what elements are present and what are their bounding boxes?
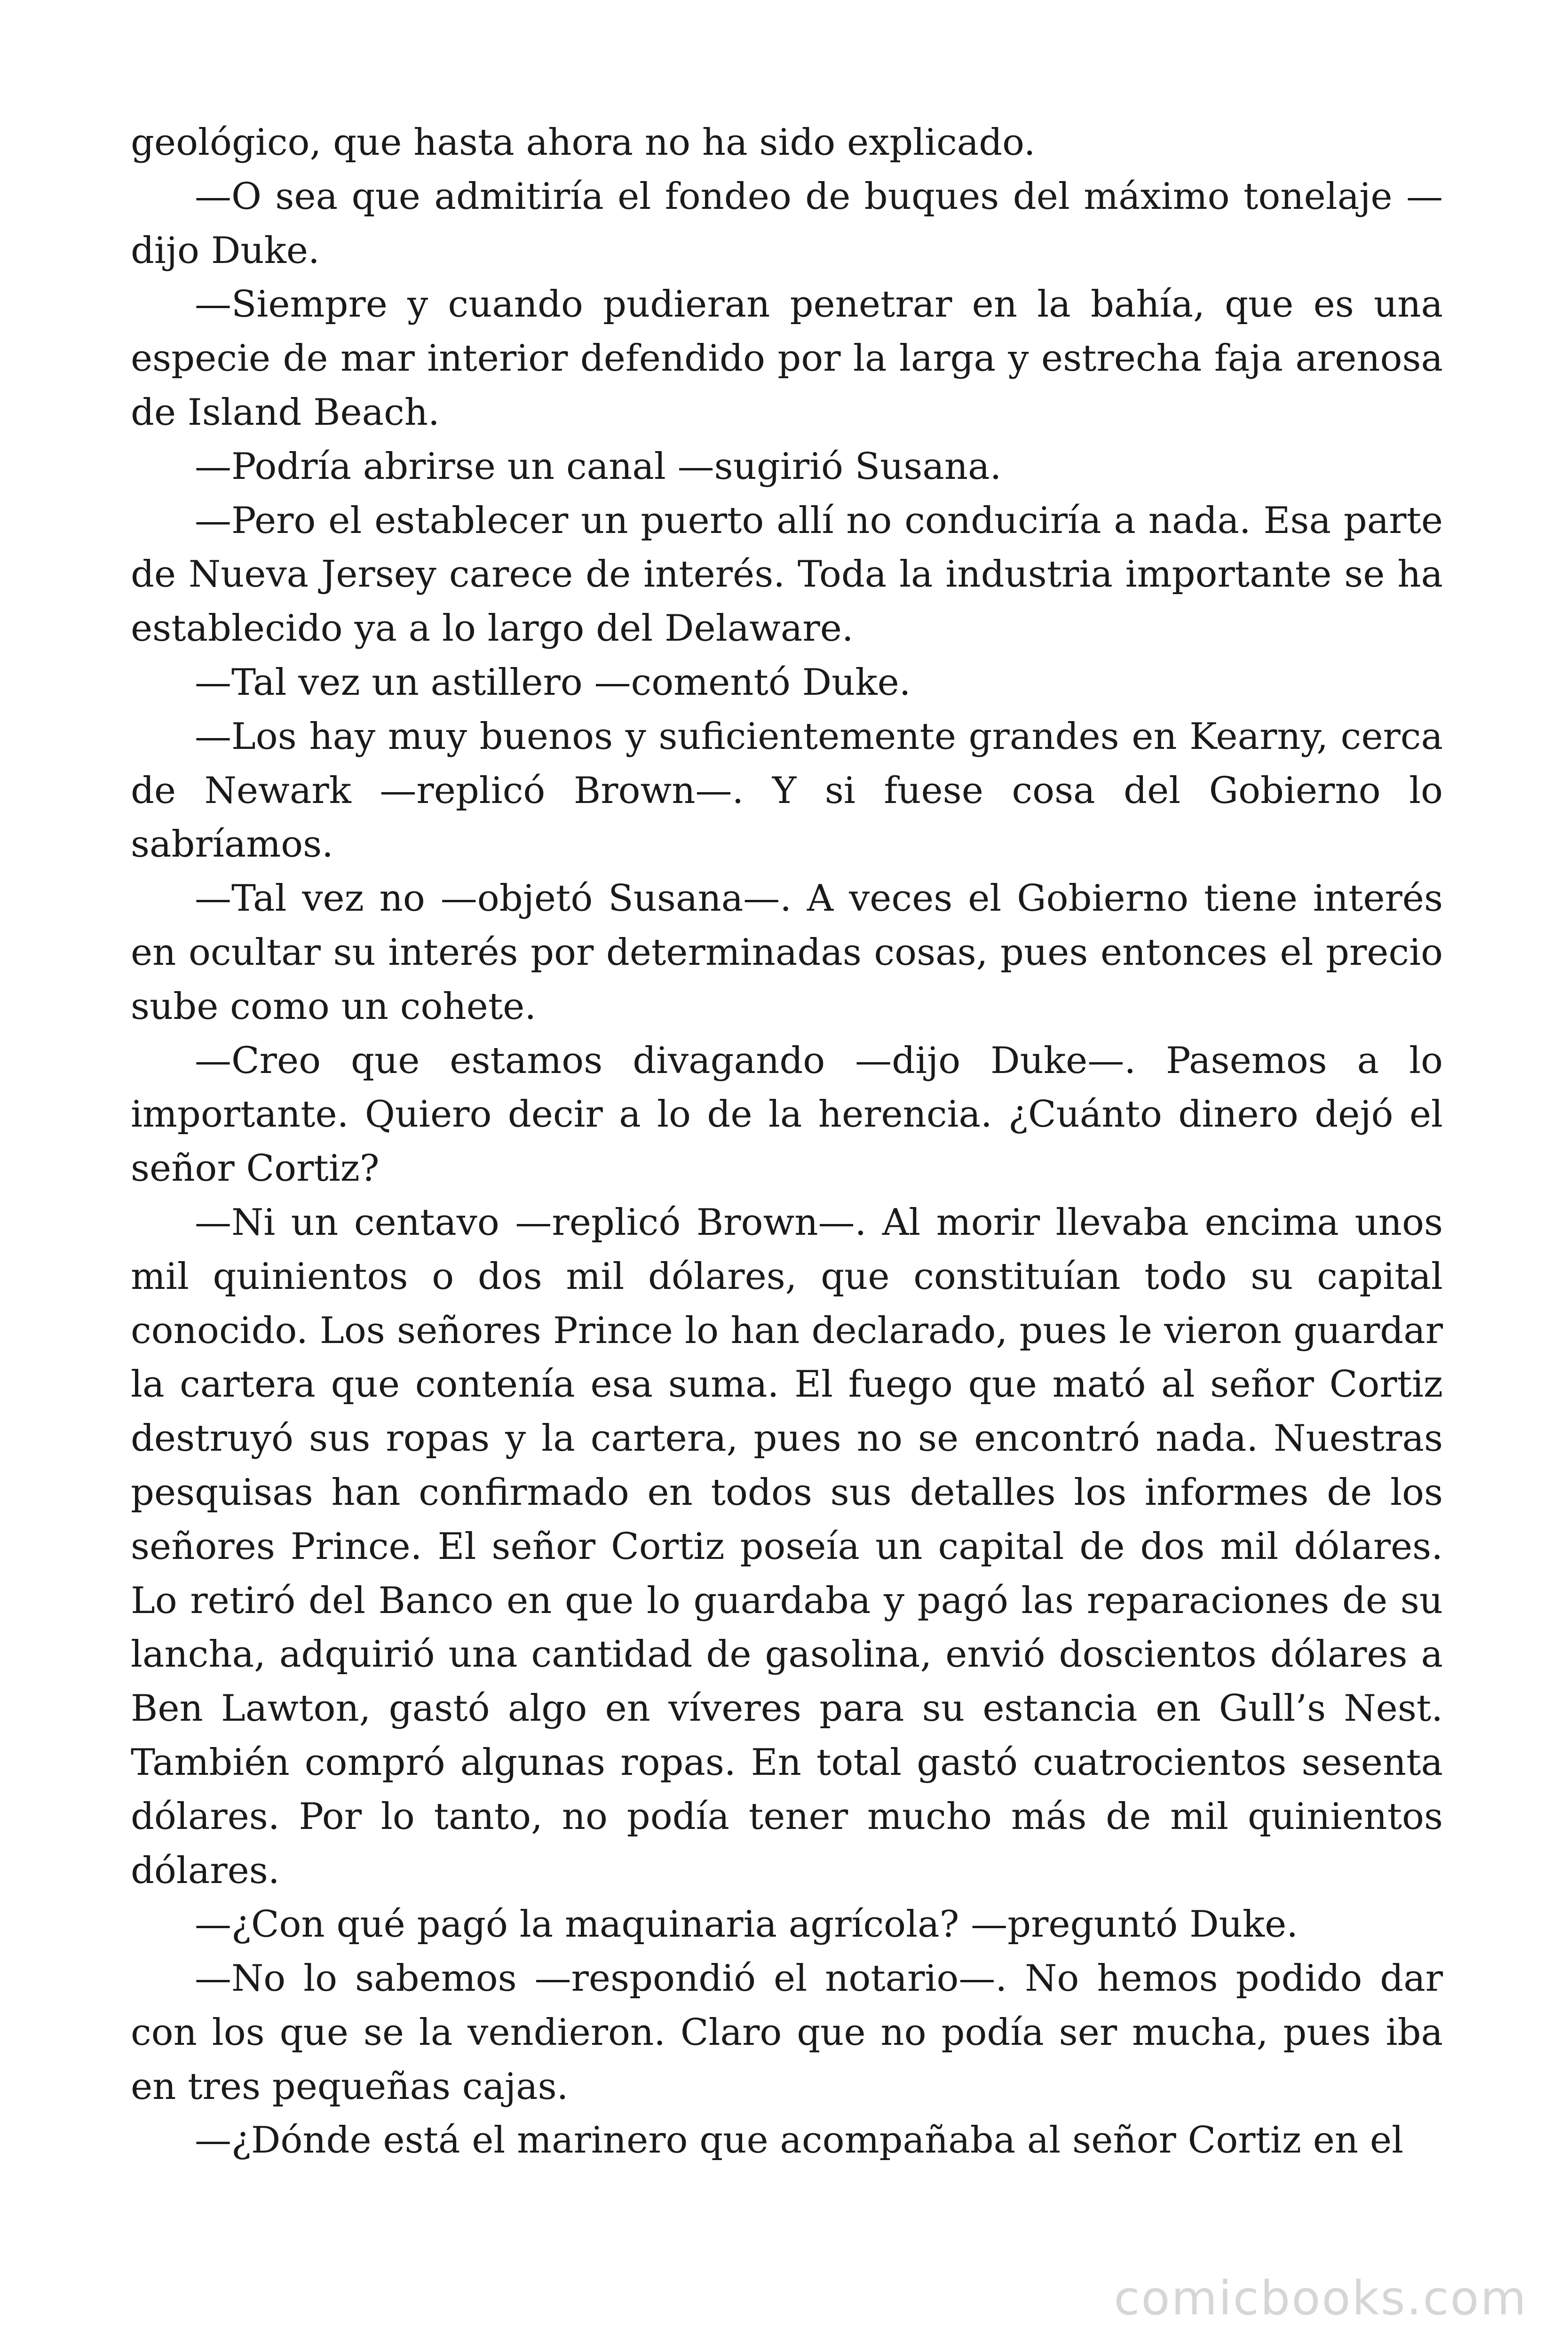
paragraph-5: —Pero el establecer un puerto allí no conduciría a nada. Esa parte de Nueva Jersey carece de interés. Toda la industria importante se ha establecido ya a lo largo del Delaware. [131,499,1443,650]
paragraph-2: —O sea que admitiría el fondeo de buques del máximo tonelaje —dijo Duke. [131,175,1443,272]
paragraph-3: —Siempre y cuando pudieran penetrar en la bahía, que es una especie de mar interior defendido por la larga y estrecha faja arenosa de Island Beach. [131,283,1443,434]
page-text [131,116,1443,2168]
paragraph-11: —¿Con qué pagó la maquinaria agrícola? —preguntó Duke. [195,1903,1299,1946]
paragraph-6: —Tal vez un astillero —comentó Duke. [195,661,911,704]
paragraph-8: —Tal vez no —objetó Susana—. A veces el Gobierno tiene interés en ocultar su interés por determinadas cosas, pues entonces el precio sube como un cohete. [131,877,1443,1028]
watermark: comicbooks.com [1114,2271,1528,2326]
paragraph-10: —Ni un centavo —replicó Brown—. Al morir llevaba encima unos mil quinientos o dos mil dólares, que constituían todo su capital conocido. Los señores Prince lo han declarado, pues le vieron guardar la cartera que contenía esa suma. El fuego que mató al señor Cortiz destruyó sus ropas y la cartera, pues no se encontró nada. Nuestras pesquisas han confirmado en todos sus detalles los informes de los señores Prince. El señor Cortiz poseía un capital de dos mil dólares. Lo retiró del Banco en que lo guardaba y pagó las reparaciones de su lancha, adquirió una cantidad de gasolina, envió doscientos dólares a Ben Lawton, gastó algo en víveres para su estancia en Gull’s Nest. También compró algunas ropas. En total gastó cuatrocientos sesenta dólares. Por lo tanto, no podía tener mucho más de mil quinientos dólares. [131,1201,1443,1892]
paragraph-1: geológico, que hasta ahora no ha sido explicado. [131,121,1036,164]
paragraph-9: —Creo que estamos divagando —dijo Duke—. Pasemos a lo importante. Quiero decir a lo de la herencia. ¿Cuánto dinero dejó el señor Cortiz? [131,1039,1443,1190]
paragraph-13: —¿Dónde está el marinero que acompañaba al señor Cortiz en el [195,2119,1404,2162]
paragraph-7: —Los hay muy buenos y suficientemente grandes en Kearny, cerca de Newark —replicó Brown—. Y si fuese cosa del Gobierno lo sabríamos. [131,715,1443,866]
paragraph-4: —Podría abrirse un canal —sugirió Susana. [195,445,1002,488]
paragraph-12: —No lo sabemos —respondió el notario—. No hemos podido dar con los que se la vendieron. Claro que no podía ser mucha, pues iba en tres pequeñas cajas. [131,1957,1443,2108]
